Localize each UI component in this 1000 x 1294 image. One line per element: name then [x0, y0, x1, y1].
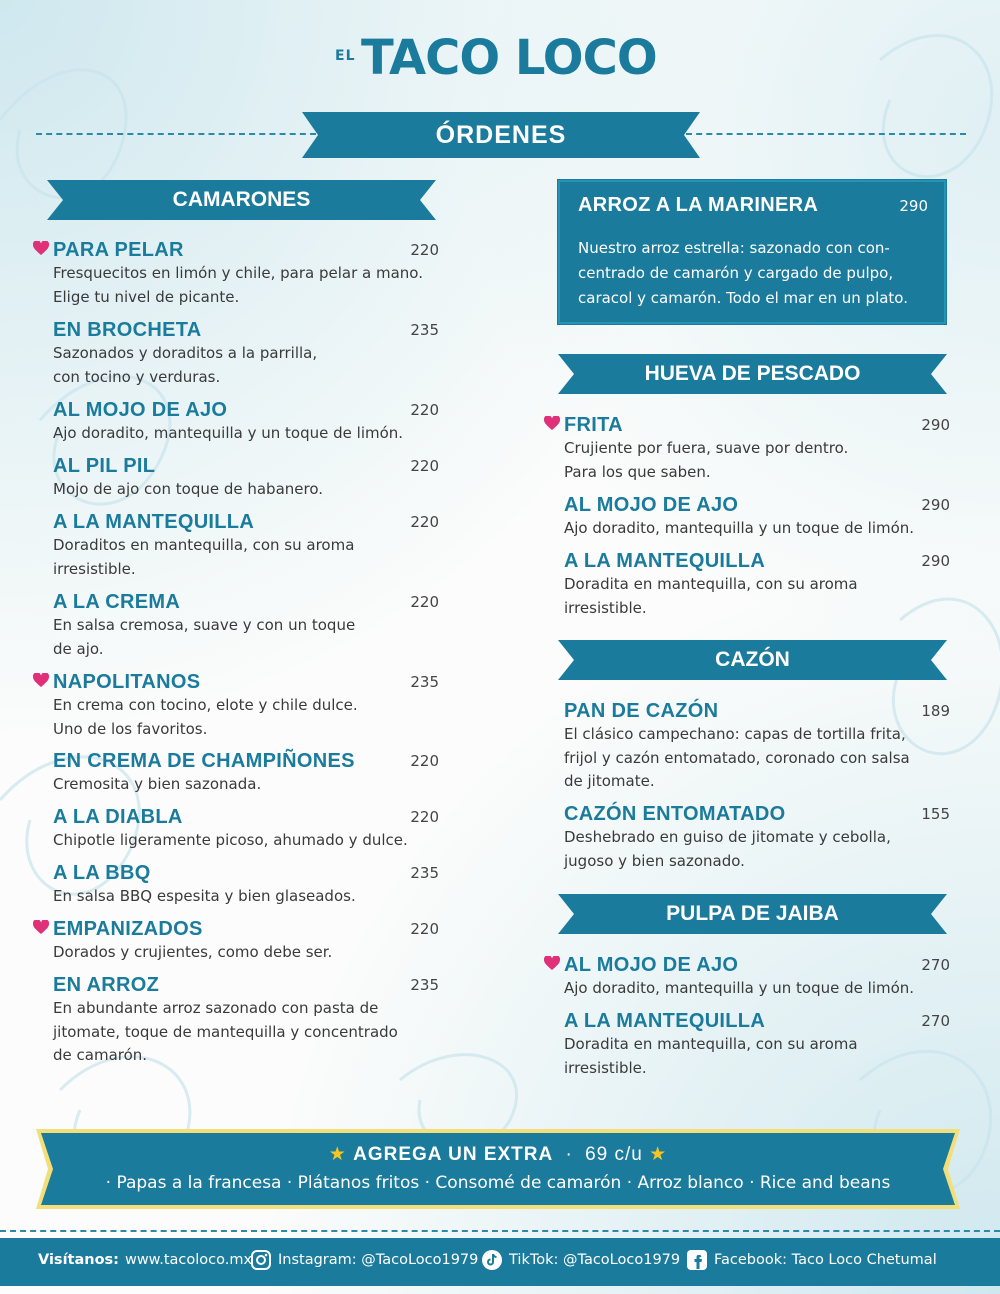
menu-item-name: A LA MANTEQUILLA: [53, 511, 255, 533]
section-title: CAMARONES: [172, 188, 311, 211]
website-link[interactable]: www.tacoloco.mx: [124, 1252, 253, 1268]
menu-item: [53, 749, 439, 797]
footer-bar: [0, 1238, 1000, 1286]
facebook-link[interactable]: Facebook: Taco Loco Chetumal: [714, 1252, 937, 1268]
featured-item-box: [558, 180, 946, 324]
menu-item: [564, 493, 950, 541]
footer-instagram: [250, 1249, 478, 1271]
menu-item: [53, 398, 439, 446]
menu-item-price: 220: [410, 752, 439, 770]
menu-item: [53, 861, 439, 909]
menu-item-desc: de ajo.: [53, 639, 104, 658]
favorite-heart-icon: [33, 920, 49, 935]
logo: [335, 30, 665, 85]
menu-item: [53, 670, 439, 741]
extras-price: 69 c/u: [585, 1144, 643, 1165]
featured-item-price: 290: [899, 197, 928, 215]
menu-item-name: EN CREMA DE CHAMPIÑONES: [53, 750, 355, 772]
menu-item-desc: Cremosita y bien sazonada.: [53, 775, 262, 793]
menu-item-name: A LA MANTEQUILLA: [564, 550, 766, 572]
menu-item-name: A LA MANTEQUILLA: [564, 1010, 766, 1032]
footer-divider: [0, 1230, 1000, 1232]
menu-item-price: 290: [921, 496, 950, 514]
menu-item-desc: Chipotle ligeramente picoso, ahumado y dulce.: [53, 831, 408, 849]
menu-item-price: 220: [410, 920, 439, 938]
section-ribbon-jaiba: [558, 894, 947, 934]
menu-item: [53, 805, 439, 853]
menu-item-desc: Ajo doradito, mantequilla y un toque de limón.: [53, 424, 404, 442]
menu-item: [564, 953, 950, 1001]
menu-item-price: 155: [921, 805, 950, 823]
menu-item-desc: irresistible.: [564, 598, 647, 617]
menu-item-price: 220: [410, 593, 439, 611]
menu-item-name: A LA DIABLA: [53, 806, 183, 828]
menu-item: [53, 510, 439, 581]
extras-title-row: [34, 1143, 962, 1166]
header-divider-left: [36, 133, 316, 135]
star-icon: ★: [328, 1144, 347, 1165]
section-title: PULPA DE JAIBA: [666, 902, 839, 925]
menu-item-desc: El clásico campechano: capas de tortilla frita,: [564, 725, 906, 743]
menu-item-name: A LA CREMA: [53, 591, 181, 613]
instagram-link[interactable]: Instagram: @TacoLoco1979: [278, 1252, 479, 1268]
menu-item-desc: En salsa BBQ espesita y bien glaseados.: [53, 887, 356, 905]
menu-item-name: EN ARROZ: [53, 974, 160, 996]
footer-visit-label: Visítanos:: [38, 1252, 119, 1268]
extras-list: · Papas a la francesa · Plátanos fritos · Consomé de camarón · Arroz blanco · Rice and beans: [105, 1173, 891, 1193]
menu-item-desc: frijol y cazón entomatado, coronado con salsa: [564, 748, 910, 767]
menu-item-desc: Deshebrado en guiso de jitomate y cebolla,: [564, 828, 891, 846]
favorite-heart-icon: [33, 673, 49, 688]
menu-item-desc: Ajo doradito, mantequilla y un toque de limón.: [564, 519, 915, 537]
menu-item-desc: Fresquecitos en limón y chile, para pelar a mano.: [53, 264, 423, 282]
menu-item-price: 270: [921, 956, 950, 974]
menu-item: [564, 549, 950, 620]
menu-item-price: 220: [410, 401, 439, 419]
menu-item-price: 235: [410, 976, 439, 994]
menu-item-desc: Mojo de ajo con toque de habanero.: [53, 480, 324, 498]
section-title: CAZÓN: [715, 648, 790, 671]
menu-item-name: AL MOJO DE AJO: [564, 954, 739, 976]
menu-item-name: CAZÓN ENTOMATADO: [564, 803, 786, 825]
menu-item: [564, 413, 950, 484]
menu-item: [564, 802, 950, 873]
menu-item-price: 235: [410, 864, 439, 882]
logo-prefix: EL: [335, 48, 356, 64]
menu-item-price: 290: [921, 416, 950, 434]
extras-title: AGREGA UN EXTRA: [353, 1144, 554, 1165]
menu-item-desc: Doraditos en mantequilla, con su aroma: [53, 536, 355, 554]
menu-item-desc: Sazonados y doraditos a la parrilla,: [53, 344, 318, 362]
menu-item-desc: jitomate, toque de mantequilla y concentrado: [53, 1022, 398, 1041]
menu-item: [53, 238, 439, 309]
menu-item-desc: En crema con tocino, elote y chile dulce.: [53, 696, 358, 714]
tiktok-icon: [481, 1249, 503, 1271]
header-divider-right: [686, 133, 966, 135]
menu-item-desc: Uno de los favoritos.: [53, 719, 208, 738]
menu-item-name: EMPANIZADOS: [53, 918, 203, 940]
star-icon: ★: [649, 1144, 668, 1165]
menu-item: [53, 454, 439, 502]
footer-facebook: [686, 1249, 937, 1271]
menu-item-desc: irresistible.: [564, 1058, 647, 1077]
favorite-heart-icon: [33, 241, 49, 256]
section-ribbon-hueva: [558, 354, 947, 394]
section-ribbon-cazon: [558, 640, 947, 680]
tiktok-link[interactable]: TikTok: @TacoLoco1979: [509, 1252, 681, 1268]
menu-item-desc: Ajo doradito, mantequilla y un toque de limón.: [564, 979, 915, 997]
menu-item-name: PAN DE CAZÓN: [564, 700, 719, 722]
logo-text: TACO LOCO: [361, 30, 657, 86]
header-ribbon: [302, 112, 700, 158]
menu-item-name: AL MOJO DE AJO: [564, 494, 739, 516]
menu-item-desc: irresistible.: [53, 559, 136, 578]
menu-item-price: 220: [410, 241, 439, 259]
menu-item-name: NAPOLITANOS: [53, 671, 201, 693]
footer-tiktok: [481, 1249, 680, 1271]
section-title: HUEVA DE PESCADO: [644, 362, 861, 385]
favorite-heart-icon: [544, 416, 560, 431]
menu-item-desc: Dorados y crujientes, como debe ser.: [53, 943, 333, 961]
menu-item-name: PARA PELAR: [53, 239, 184, 261]
menu-item: [53, 973, 439, 1068]
page-title: ÓRDENES: [435, 121, 567, 149]
menu-item-desc: con tocino y verduras.: [53, 367, 221, 386]
menu-item-desc: Para los que saben.: [564, 462, 711, 481]
section-ribbon-camarones: [47, 180, 436, 220]
menu-item-name: A LA BBQ: [53, 862, 151, 884]
menu-item-desc: Elige tu nivel de picante.: [53, 287, 240, 306]
menu-item: [53, 590, 439, 661]
extras-banner: [34, 1127, 962, 1211]
menu-item-price: 235: [410, 673, 439, 691]
menu-item-price: 270: [921, 1012, 950, 1030]
menu-item-desc: jugoso y bien sazonado.: [564, 851, 745, 870]
menu-item-name: AL MOJO DE AJO: [53, 399, 228, 421]
menu-item-price: 220: [410, 457, 439, 475]
menu-item-desc: Crujiente por fuera, suave por dentro.: [564, 439, 849, 457]
menu-item-price: 189: [921, 702, 950, 720]
menu-item-name: AL PIL PIL: [53, 455, 156, 477]
menu-item-desc: Doradita en mantequilla, con su aroma: [564, 1035, 858, 1053]
menu-item-price: 220: [410, 808, 439, 826]
menu-item: [564, 699, 950, 794]
menu-item-desc: En abundante arroz sazonado con pasta de: [53, 999, 379, 1017]
menu-item-name: EN BROCHETA: [53, 319, 202, 341]
menu-item-price: 235: [410, 321, 439, 339]
featured-item-desc: Nuestro arroz estrella: sazonado con con- centrado de camarón y cargado de pulpo, caracol y camarón. Todo el mar en un plato.: [578, 239, 908, 307]
menu-item-price: 290: [921, 552, 950, 570]
menu-item: [53, 917, 439, 965]
instagram-icon: [250, 1249, 272, 1271]
menu-item-desc: En salsa cremosa, suave y con un toque: [53, 616, 356, 634]
menu-item-desc: de camarón.: [53, 1046, 148, 1064]
favorite-heart-icon: [544, 956, 560, 971]
menu-item-name: FRITA: [564, 414, 623, 436]
menu-item: [564, 1009, 950, 1080]
footer-website: [38, 1252, 252, 1268]
menu-item-desc: de jitomate.: [564, 772, 655, 790]
extras-separator: ·: [565, 1144, 573, 1165]
menu-item-price: 220: [410, 513, 439, 531]
facebook-icon: [686, 1249, 708, 1271]
featured-item-name: ARROZ A LA MARINERA: [578, 194, 819, 216]
menu-item: [53, 318, 439, 389]
menu-item-desc: Doradita en mantequilla, con su aroma: [564, 575, 858, 593]
